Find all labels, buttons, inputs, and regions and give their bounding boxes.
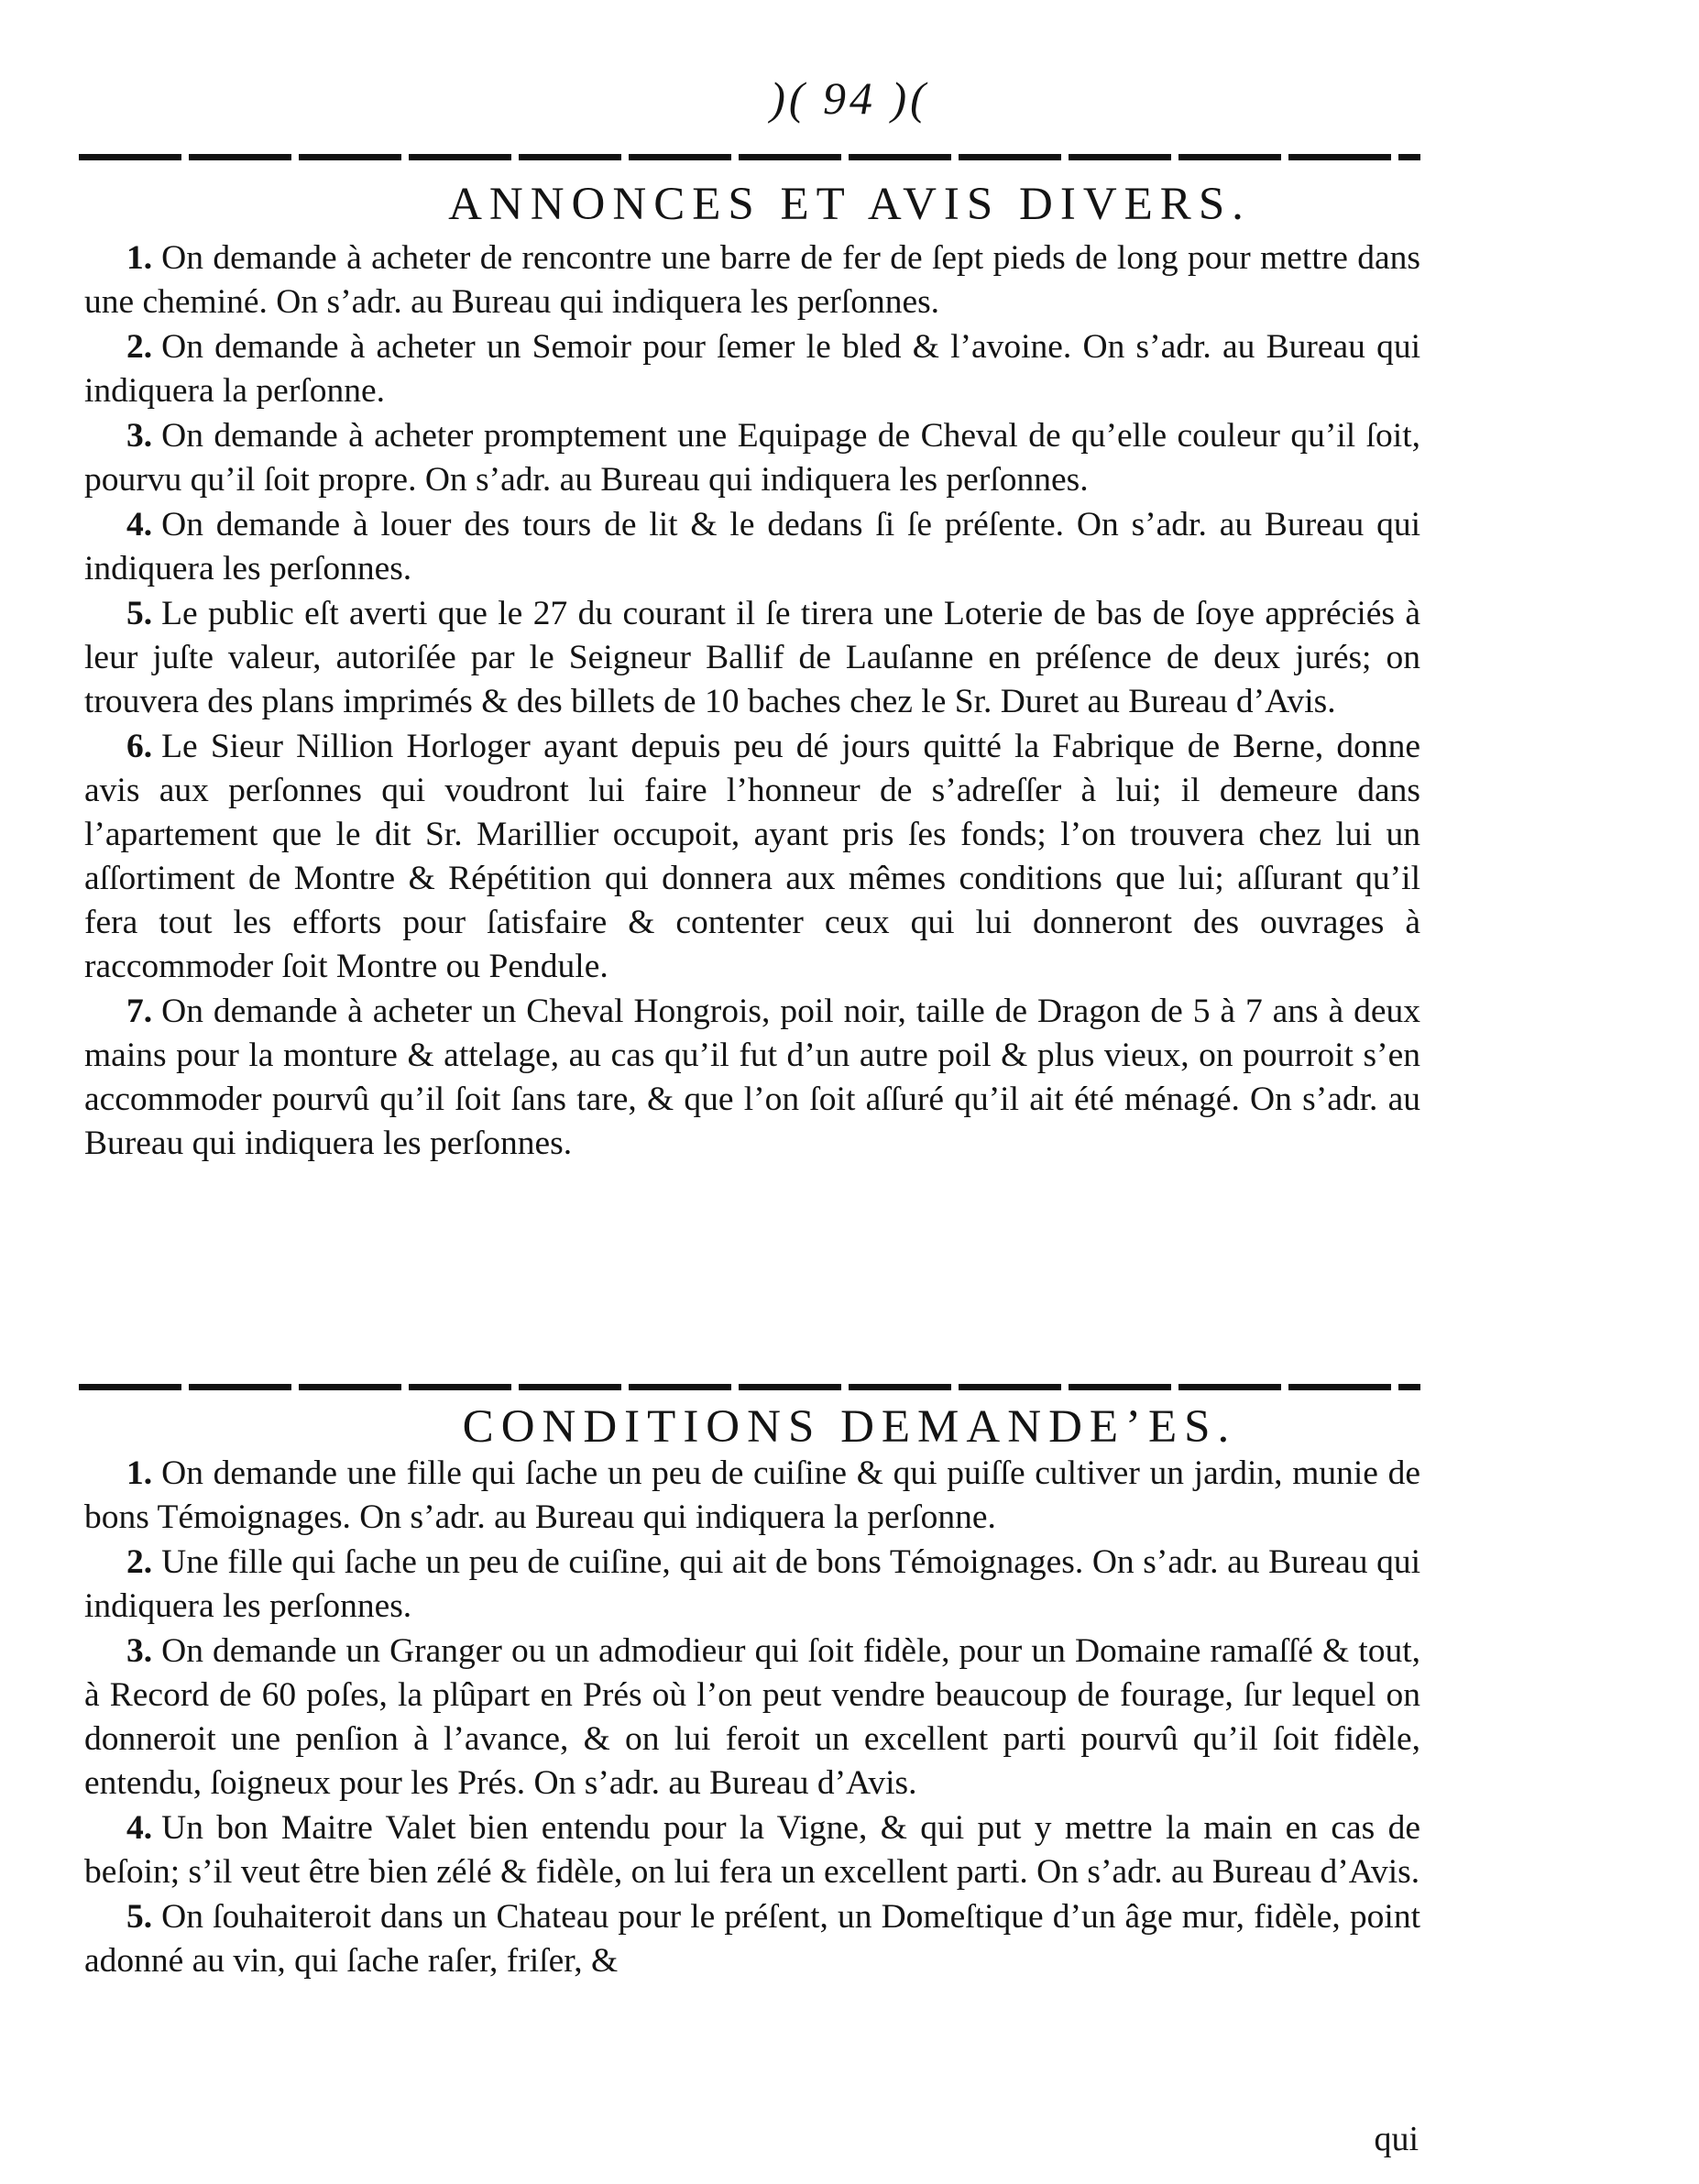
entry-number: 3.: [126, 417, 153, 455]
annonces-list: [84, 236, 1420, 1167]
entry-text: Un bon Maitre Valet bien entendu pour la Vigne, & qui put y mettre la main en cas de beſoin; s’il veut être bien zélé & fidèle, on lui fera un excellent parti. On s’adr. au Bureau d’Avis.: [84, 1809, 1420, 1891]
condition-entry: [84, 1630, 1420, 1805]
entry-text: On demande à louer des tours de lit & le dedans ſi ſe préſente. On s’adr. au Bureau qui indiquera les perſonnes.: [84, 506, 1420, 587]
entry-text: Le public eſt averti que le 27 du courant il ſe tirera une Loterie de bas de ſoye appréciés à leur juſte valeur, autoriſée par le Seigneur Ballif de Lauſanne en préſence de deux jurés; on trouvera des plans imprimés & des billets de 10 baches chez le Sr. Duret au Bureau d’Avis.: [84, 595, 1420, 720]
condition-entry: [84, 1806, 1420, 1894]
section-divider-rule: [79, 1384, 1420, 1390]
entry-text: On demande un Granger ou un admodieur qui ſoit fidèle, pour un Domaine ramaſſé & tout, à Record de 60 poſes, la plûpart en Prés où l’on peut vendre beaucoup de fourage, ſur lequel on donneroit une penſion à l’avance, & on lui feroit un excellent parti pourvû qu’il ſoit fidèle, entendu, ſoigneux pour les Prés. On s’adr. au Bureau d’Avis.: [84, 1632, 1420, 1802]
annonce-entry: [84, 325, 1420, 413]
page-number: )( 94 )(: [770, 72, 929, 124]
entry-number: 7.: [126, 993, 153, 1030]
entry-number: 3.: [126, 1632, 153, 1670]
entry-number: 5.: [126, 595, 153, 632]
entry-number: 2.: [126, 328, 153, 366]
entry-text: On demande une fille qui ſache un peu de cuiſine & qui puiſſe cultiver un jardin, munie de bons Témoignages. On s’adr. au Bureau qui indiquera la perſonne.: [84, 1454, 1420, 1536]
entry-text: On demande à acheter un Semoir pour ſemer le bled & l’avoine. On s’adr. au Bureau qui indiquera la perſonne.: [84, 328, 1420, 410]
entry-text: Le Sieur Nillion Horloger ayant depuis peu dé jours quitté la Fabrique de Berne, donne avis aux perſonnes qui voudront lui faire l’honneur de s’adreſſer à lui; il demeure dans l’apartement que le dit Sr. Marillier occupoit, ayant pris ſes fonds; l’on trouvera chez lui un aſſortiment de Montre & Répétition qui donnera aux mêmes conditions que lui; aſſurant qu’il fera tout les efforts pour ſatisfaire & contenter ceux qui lui donneront des ouvrages à raccommoder ſoit Montre ou Pendule.: [84, 728, 1420, 985]
entry-number: 6.: [126, 728, 153, 765]
entry-number: 2.: [126, 1543, 153, 1581]
conditions-list: [84, 1452, 1420, 1984]
condition-entry: [84, 1452, 1420, 1540]
annonce-entry: [84, 592, 1420, 724]
entry-number: 5.: [126, 1898, 153, 1936]
annonce-entry: [84, 414, 1420, 502]
entry-text: On demande à acheter un Cheval Hongrois, poil noir, taille de Dragon de 5 à 7 ans à deux mains pour la monture & attelage, au cas qu’il fut d’un autre poil & plus vieux, on pourroit s’en accommoder pourvû qu’il ſoit ſans tare, & que l’on ſoit aſſuré qu’il ait été ménagé. On s’adr. au Bureau qui indiquera les perſonnes.: [84, 993, 1420, 1162]
condition-entry: [84, 1541, 1420, 1629]
section-heading-conditions: CONDITIONS DEMANDE’ES.: [462, 1401, 1237, 1453]
section-heading-annonces: ANNONCES ET AVIS DIVERS.: [448, 179, 1251, 230]
entry-text: On demande à acheter promptement une Equipage de Cheval de qu’elle couleur qu’il ſoit, pourvu qu’il ſoit propre. On s’adr. au Bureau qui indiquera les perſonnes.: [84, 417, 1420, 499]
annonce-entry: [84, 503, 1420, 591]
catchword: qui: [1374, 2120, 1419, 2158]
entry-number: 4.: [126, 506, 153, 543]
annonce-entry: [84, 236, 1420, 324]
annonce-entry: [84, 990, 1420, 1166]
entry-text: On demande à acheter de rencontre une barre de fer de ſept pieds de long pour mettre dans une cheminé. On s’adr. au Bureau qui indiquera les perſonnes.: [84, 239, 1420, 321]
entry-number: 4.: [126, 1809, 153, 1847]
annonce-entry: [84, 725, 1420, 989]
entry-text: Une fille qui ſache un peu de cuiſine, qui ait de bons Témoignages. On s’adr. au Bureau qui indiquera les perſonnes.: [84, 1543, 1420, 1625]
entry-text: On ſouhaiteroit dans un Chateau pour le préſent, un Domeſtique d’un âge mur, fidèle, point adonné au vin, qui ſache raſer, friſer, &: [84, 1898, 1420, 1980]
entry-number: 1.: [126, 1454, 153, 1492]
condition-entry: [84, 1895, 1420, 1983]
top-rule: [79, 154, 1420, 160]
entry-number: 1.: [126, 239, 153, 277]
